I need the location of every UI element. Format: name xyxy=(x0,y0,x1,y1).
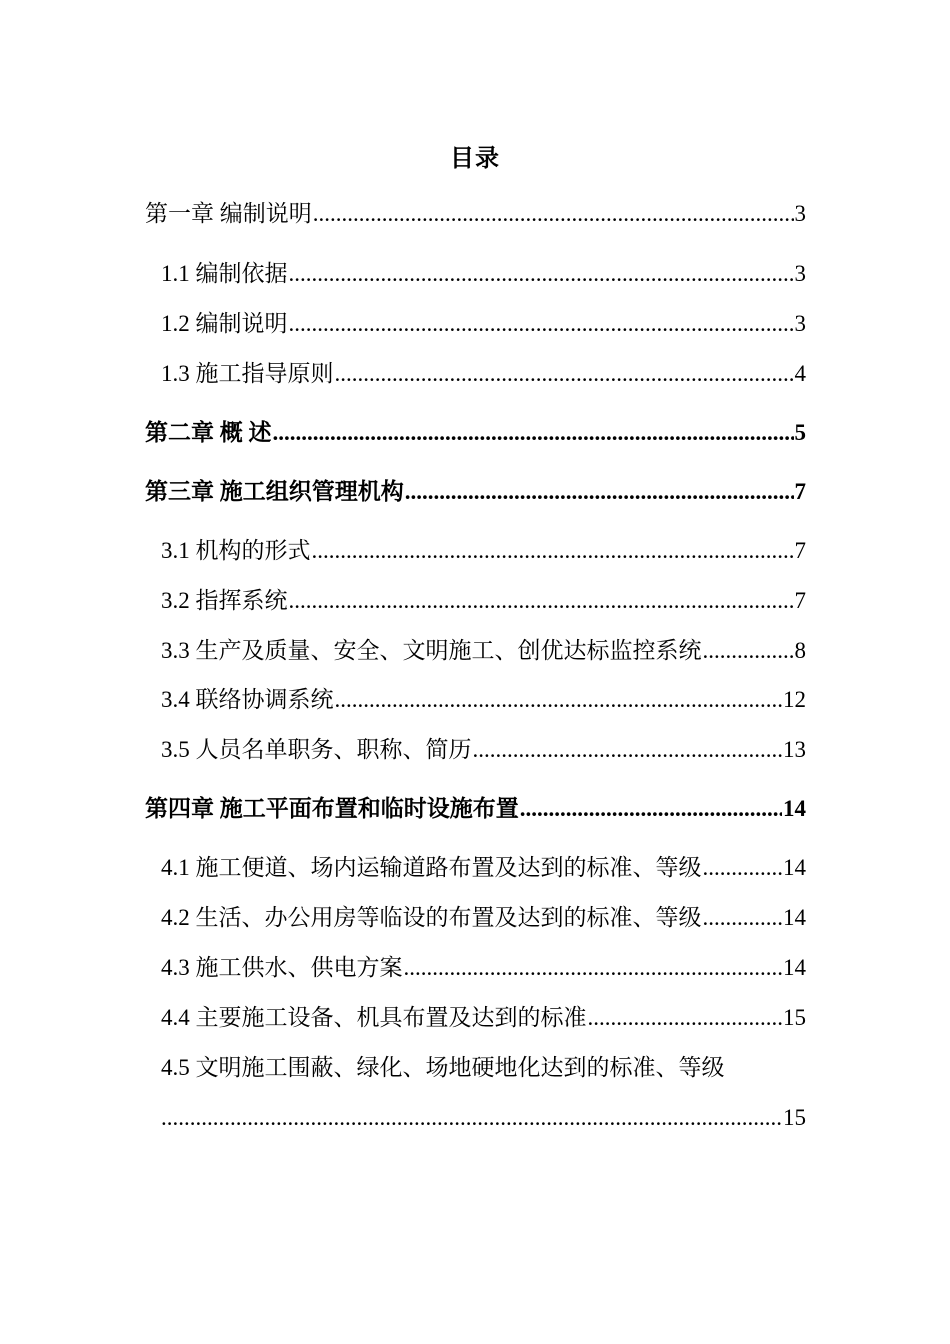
toc-page-number: 14 xyxy=(783,855,806,880)
toc-entry-4-5-page-line[interactable] xyxy=(161,1101,806,1135)
toc-page-number: 14 xyxy=(783,796,806,821)
toc-entry-3-3[interactable] xyxy=(161,634,806,668)
toc-leader-dots xyxy=(703,851,783,885)
toc-page-number: 8 xyxy=(794,638,806,663)
toc-entry-label: 1.1 编制依据 xyxy=(161,261,288,286)
toc-entry-label: 3.5 人员名单职务、职称、简历 xyxy=(161,737,472,762)
toc-page-number: 7 xyxy=(794,479,806,504)
toc-title: 目录 xyxy=(450,146,500,172)
toc-leader-dots xyxy=(473,733,783,767)
toc-entry-label: 4.2 生活、办公用房等临设的布置及达到的标准、等级 xyxy=(161,905,702,930)
toc-leader-dots xyxy=(289,257,794,291)
toc-entry-1-2[interactable] xyxy=(161,307,806,341)
toc-leader-dots xyxy=(313,197,794,231)
toc-entry-3-5[interactable] xyxy=(161,733,806,767)
toc-leader-dots xyxy=(703,901,783,935)
toc-entry-chapter-2[interactable] xyxy=(145,416,806,450)
toc-page-number: 13 xyxy=(783,737,806,762)
toc-entry-4-1[interactable] xyxy=(161,851,806,885)
toc-entry-label: 4.3 施工供水、供电方案 xyxy=(161,955,403,980)
toc-entry-1-1[interactable] xyxy=(161,257,806,291)
toc-entry-3-2[interactable] xyxy=(161,584,806,618)
toc-page-number: 12 xyxy=(783,687,806,712)
toc-leader-dots xyxy=(520,792,782,826)
toc-entry-4-4[interactable] xyxy=(161,1001,806,1035)
toc-page-number: 7 xyxy=(794,538,806,563)
toc-page-number: 15 xyxy=(783,1105,806,1130)
toc-page-number: 14 xyxy=(783,955,806,980)
toc-entry-4-5-label-line[interactable] xyxy=(161,1051,806,1085)
toc-entry-label: 3.1 机构的形式 xyxy=(161,538,311,563)
toc-leader-dots xyxy=(404,951,783,985)
toc-leader-dots xyxy=(703,634,794,668)
toc-page-number: 3 xyxy=(794,311,806,336)
toc-leader-dots xyxy=(289,584,794,618)
toc-entry-4-2[interactable] xyxy=(161,901,806,935)
toc-entry-chapter-4[interactable] xyxy=(145,792,806,826)
toc-leader-dots xyxy=(335,683,783,717)
toc-page-number: 15 xyxy=(783,1005,806,1030)
toc-entry-label: 3.4 联络协调系统 xyxy=(161,687,334,712)
toc-entry-label: 3.3 生产及质量、安全、文明施工、创优达标监控系统 xyxy=(161,638,702,663)
toc-page-number: 5 xyxy=(794,420,806,445)
toc-entry-label: 第四章 施工平面布置和临时设施布置 xyxy=(145,796,519,821)
toc-page-number: 3 xyxy=(794,261,806,286)
toc-page-number: 4 xyxy=(794,361,806,386)
toc-entry-chapter-3[interactable] xyxy=(145,475,806,509)
toc-entry-3-4[interactable] xyxy=(161,683,806,717)
toc-leader-dots xyxy=(273,416,794,450)
toc-leader-dots xyxy=(588,1001,783,1035)
toc-leader-dots xyxy=(312,534,794,568)
toc-entry-chapter-1[interactable] xyxy=(145,197,806,231)
toc-leader-dots xyxy=(289,307,794,341)
toc-entry-label: 4.1 施工便道、场内运输道路布置及达到的标准、等级 xyxy=(161,855,702,880)
toc-entry-label: 4.4 主要施工设备、机具布置及达到的标准 xyxy=(161,1005,587,1030)
toc-entry-3-1[interactable] xyxy=(161,534,806,568)
toc-entry-4-3[interactable] xyxy=(161,951,806,985)
toc-entry-label: 4.5 文明施工围蔽、绿化、场地硬地化达到的标准、等级 xyxy=(161,1055,725,1080)
toc-leader-dots xyxy=(161,1101,782,1135)
toc-leader-dots xyxy=(335,357,794,391)
toc-entry-label: 第一章 编制说明 xyxy=(145,201,312,226)
toc-entry-label: 3.2 指挥系统 xyxy=(161,588,288,613)
toc-entry-label: 1.2 编制说明 xyxy=(161,311,288,336)
toc-entry-label: 1.3 施工指导原则 xyxy=(161,361,334,386)
toc-entry-label: 第三章 施工组织管理机构 xyxy=(145,479,404,504)
toc-leader-dots xyxy=(405,475,794,509)
toc-page-number: 7 xyxy=(794,588,806,613)
toc-entry-1-3[interactable] xyxy=(161,357,806,391)
toc-page-number: 14 xyxy=(783,905,806,930)
toc-entry-label: 第二章 概 述 xyxy=(145,420,272,445)
toc-page-number: 3 xyxy=(794,201,806,226)
